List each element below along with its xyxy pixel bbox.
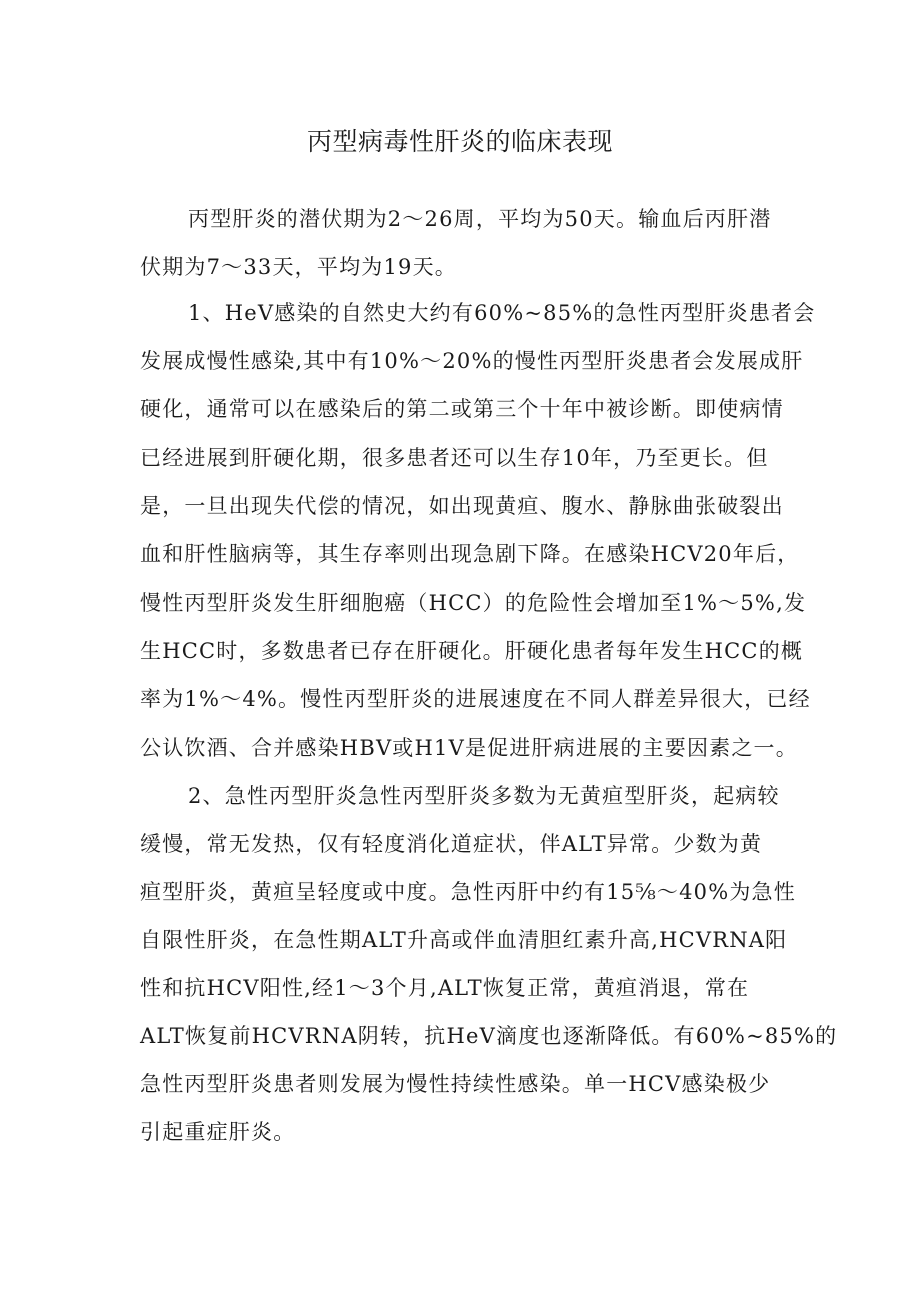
paragraph-1-line-2: 伏期为7～33天，平均为19天。 xyxy=(140,255,458,279)
paragraph-3-line-3: 疸型肝炎，黄疸呈轻度或中度。急性丙肝中约有15⅝～40%为急性 xyxy=(140,880,796,904)
paragraph-3-line-4: 自限性肝炎，在急性期ALT升高或伴血清胆红素升高,HCVRNA阳 xyxy=(140,928,788,952)
paragraph-2-line-1: 1、HeV感染的自然史大约有60%~85%的急性丙型肝炎患者会 xyxy=(188,301,816,325)
paragraph-2-line-5: 是，一旦出现失代偿的情况，如出现黄疸、腹水、静脉曲张破裂出 xyxy=(140,494,784,518)
paragraph-3-line-6: ALT恢复前HCVRNA阴转，抗HeV滴度也逐渐降低。有60%~85%的 xyxy=(140,1024,838,1048)
paragraph-3-line-8: 引起重症肝炎。 xyxy=(140,1120,296,1144)
paragraph-2-line-9: 率为1%～4%。慢性丙型肝炎的进展速度在不同人群差异很大，已经 xyxy=(140,687,811,711)
paragraph-1-line-1: 丙型肝炎的潜伏期为2～26周，平均为50天。输血后丙肝潜 xyxy=(188,207,772,231)
paragraph-2-line-4: 已经进展到肝硬化期，很多患者还可以生存10年，乃至更长。但 xyxy=(140,446,769,470)
paragraph-3-line-2: 缓慢，常无发热，仅有轻度消化道症状，伴ALT异常。少数为黄 xyxy=(140,832,763,856)
paragraph-2-line-6: 血和肝性脑病等，其生存率则出现急剧下降。在感染HCV20年后， xyxy=(140,542,800,566)
paragraph-3-line-1: 2、急性丙型肝炎急性丙型肝炎多数为无黄疸型肝炎，起病较 xyxy=(188,784,780,808)
paragraph-2-line-10: 公认饮酒、合并感染HBV或H1V是促进肝病进展的主要因素之一。 xyxy=(140,736,798,760)
paragraph-2-line-3: 硬化，通常可以在感染后的第二或第三个十年中被诊断。即使病情 xyxy=(140,397,784,421)
paragraph-2-line-7: 慢性丙型肝炎发生肝细胞癌（HCC）的危险性会增加至1%～5%,发 xyxy=(140,591,807,615)
paragraph-3-line-5: 性和抗HCV阳性,经1～3个月,ALT恢复正常，黄疸消退，常在 xyxy=(140,976,750,1000)
paragraph-2-line-8: 生HCC时，多数患者已存在肝硬化。肝硬化患者每年发生HCC的概 xyxy=(140,639,804,663)
document-title: 丙型病毒性肝炎的临床表现 xyxy=(306,127,613,156)
paragraph-2-line-2: 发展成慢性感染,其中有10%～20%的慢性丙型肝炎患者会发展成肝 xyxy=(140,349,804,373)
paragraph-3-line-7: 急性丙型肝炎患者则发展为慢性持续性感染。单一HCV感染极少 xyxy=(140,1072,771,1096)
